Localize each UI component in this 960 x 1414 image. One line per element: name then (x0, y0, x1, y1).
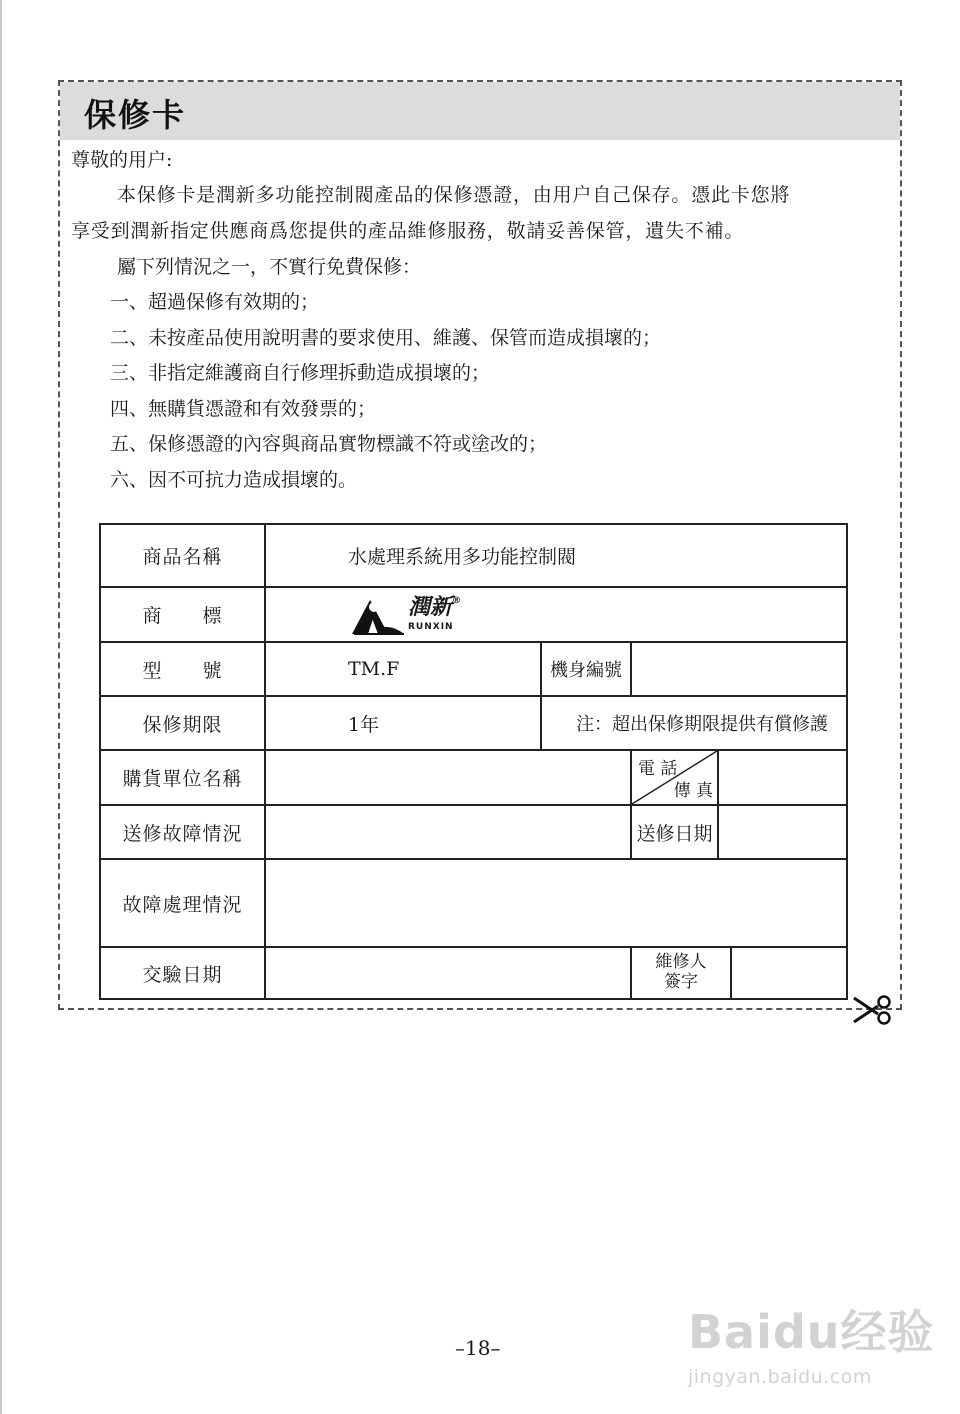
handling-value[interactable] (265, 859, 847, 947)
registered-mark: ® (452, 596, 462, 606)
card-title: 保修卡 (84, 96, 187, 134)
phone-fax-cell (631, 750, 718, 805)
warranty-value: 1年 (265, 696, 541, 750)
serial-label: 機身編號 (541, 642, 631, 696)
fax-label: 傳 真 (673, 781, 713, 801)
table-row (100, 947, 847, 999)
table-row (100, 696, 847, 750)
table-row (100, 642, 847, 696)
model-label: 型 號 (100, 642, 265, 696)
warranty-note: 注：超出保修期限提供有償修護 (541, 696, 847, 750)
scissors-icon (852, 992, 896, 1028)
exclusion-item: 五、保修憑證的內容與商品實物標識不符或塗改的； (110, 433, 548, 455)
watermark-main: Baidu经验 (688, 1305, 935, 1359)
logo-text-en: RUNXIN (408, 622, 454, 632)
exclusion-item: 三、非指定維護商自行修理拆動造成損壞的； (110, 362, 491, 384)
intro-line-1: 本保修卡是潤新多功能控制閥產品的保修憑證，由用户自己保存。憑此卡您將 (117, 184, 791, 206)
model-value: TM.F (265, 642, 541, 696)
repair-date-value[interactable] (718, 805, 847, 859)
brand-logo-cell (265, 587, 847, 642)
fault-value[interactable] (265, 805, 631, 859)
handover-label: 交驗日期 (100, 947, 265, 999)
table-row (100, 587, 847, 642)
greeting: 尊敬的用户: (71, 149, 173, 171)
phone-label: 電 話 (638, 759, 678, 779)
runxin-logo-icon (348, 594, 406, 636)
page-edge (0, 0, 2, 1414)
dealer-value[interactable] (265, 750, 631, 805)
phone-fax-value[interactable] (718, 750, 847, 805)
exclusion-item: 一、超過保修有效期的； (110, 291, 320, 313)
warranty-label: 保修期限 (100, 696, 265, 750)
title-bar (60, 82, 900, 140)
page-number: –18– (455, 1336, 501, 1360)
intro-line-2: 享受到潤新指定供應商爲您提供的產品維修服務，敬請妥善保管，遺失不補。 (71, 220, 745, 242)
product-name-label: 商品名稱 (100, 524, 265, 587)
handover-value[interactable] (265, 947, 631, 999)
technician-label (631, 947, 731, 999)
exclusion-item: 四、無購貨憑證和有效發票的； (110, 398, 377, 420)
exclusion-item: 六、因不可抗力造成損壞的。 (110, 469, 358, 491)
product-name-value: 水處理系統用多功能控制閥 (265, 524, 847, 587)
table-row (100, 805, 847, 859)
runxin-logo (266, 594, 846, 636)
dealer-label: 購貨單位名稱 (100, 750, 265, 805)
technician-signature[interactable] (731, 947, 847, 999)
baidu-watermark (688, 1296, 935, 1388)
table-row (100, 524, 847, 587)
handling-label: 故障處理情況 (100, 859, 265, 947)
table-row (100, 750, 847, 805)
fault-label: 送修故障情況 (100, 805, 265, 859)
watermark-sub: jingyan.baidu.com (688, 1366, 872, 1388)
technician-label-line2: 簽字 (664, 972, 698, 992)
technician-label-line1: 維修人 (655, 952, 707, 973)
logo-text-cn: 潤新® (408, 595, 462, 620)
brand-label: 商 標 (100, 587, 265, 642)
warranty-form-table (99, 523, 848, 1000)
table-row (100, 859, 847, 947)
exclusions-intro: 屬下列情況之一，不實行免費保修： (117, 256, 422, 278)
exclusion-item: 二、未按產品使用說明書的要求使用、維護、保管而造成損壞的； (110, 327, 662, 349)
repair-date-label: 送修日期 (631, 805, 718, 859)
serial-value[interactable] (631, 642, 847, 696)
